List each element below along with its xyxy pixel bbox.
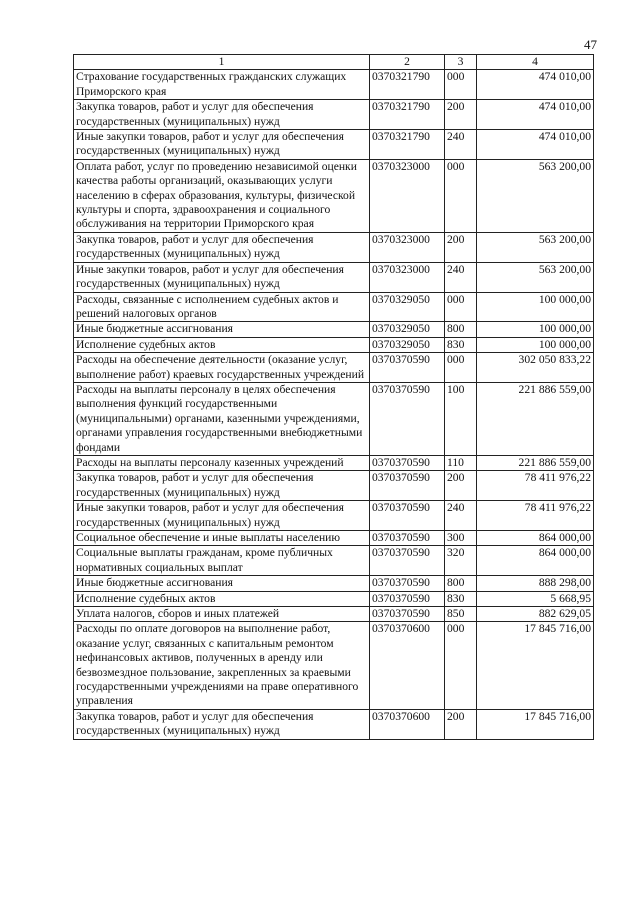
table-row [74,382,594,455]
target-article-cell: 0370323000 [370,232,445,262]
expense-type-cell: 240 [445,501,477,531]
expense-name-cell: Иные бюджетные ассигнования [74,576,370,591]
expense-name-cell: Иные закупки товаров, работ и услуг для обеспечения государственных (муниципальных) нужд [74,501,370,531]
table-row [74,322,594,337]
expense-name-cell: Уплата налогов, сборов и иных платежей [74,607,370,622]
target-article-cell: 0370321790 [370,100,445,130]
header-col-4: 4 [477,55,594,70]
expense-type-cell: 000 [445,159,477,232]
expense-name-cell: Закупка товаров, работ и услуг для обеспечения государственных (муниципальных) нужд [74,232,370,262]
expense-name-cell: Расходы на обеспечение деятельности (оказание услуг, выполнение работ) краевых государственных учреждений [74,353,370,383]
expense-type-cell: 800 [445,576,477,591]
table-row [74,292,594,322]
amount-cell: 563 200,00 [477,262,594,292]
table-header [74,55,594,70]
expense-type-cell: 000 [445,70,477,100]
target-article-cell: 0370329050 [370,322,445,337]
header-col-3: 3 [445,55,477,70]
expense-type-cell: 830 [445,337,477,352]
table-row [74,455,594,470]
table-row [74,130,594,160]
expense-type-cell: 100 [445,382,477,455]
budget-table [73,54,594,740]
amount-cell: 864 000,00 [477,531,594,546]
expense-name-cell: Оплата работ, услуг по проведению независимой оценки качества работы организаций, оказывающих услуги населению в сферах образования, культуры, физической культуры и спорта, здравоохранения и социального обслуживания на территории Приморского края [74,159,370,232]
target-article-cell: 0370370600 [370,622,445,709]
expense-name-cell: Закупка товаров, работ и услуг для обеспечения государственных (муниципальных) нужд [74,100,370,130]
table-row [74,546,594,576]
header-col-2: 2 [370,55,445,70]
amount-cell: 17 845 716,00 [477,622,594,709]
expense-name-cell: Социальные выплаты гражданам, кроме публичных нормативных социальных выплат [74,546,370,576]
amount-cell: 17 845 716,00 [477,709,594,739]
amount-cell: 864 000,00 [477,546,594,576]
amount-cell: 474 010,00 [477,70,594,100]
target-article-cell: 0370370590 [370,455,445,470]
amount-cell: 78 411 976,22 [477,471,594,501]
header-row [74,55,594,70]
expense-type-cell: 200 [445,709,477,739]
target-article-cell: 0370370590 [370,382,445,455]
expense-name-cell: Расходы на выплаты персоналу в целях обеспечения выполнения функций государственными (муниципальными) органами, казенными учреждениями, органами управления государственными внебюджетными фондами [74,382,370,455]
table-row [74,337,594,352]
target-article-cell: 0370370600 [370,709,445,739]
target-article-cell: 0370370590 [370,471,445,501]
amount-cell: 100 000,00 [477,292,594,322]
amount-cell: 474 010,00 [477,130,594,160]
expense-name-cell: Исполнение судебных актов [74,591,370,606]
expense-name-cell: Иные закупки товаров, работ и услуг для обеспечения государственных (муниципальных) нужд [74,262,370,292]
table-row [74,262,594,292]
target-article-cell: 0370329050 [370,337,445,352]
amount-cell: 78 411 976,22 [477,501,594,531]
amount-cell: 882 629,05 [477,607,594,622]
amount-cell: 563 200,00 [477,159,594,232]
target-article-cell: 0370323000 [370,262,445,292]
table-row [74,531,594,546]
expense-type-cell: 000 [445,292,477,322]
amount-cell: 888 298,00 [477,576,594,591]
amount-cell: 221 886 559,00 [477,455,594,470]
header-col-1: 1 [74,55,370,70]
table-row [74,709,594,739]
table-row [74,159,594,232]
expense-type-cell: 850 [445,607,477,622]
table-row [74,622,594,709]
expense-type-cell: 300 [445,531,477,546]
expense-type-cell: 200 [445,100,477,130]
expense-name-cell: Иные бюджетные ассигнования [74,322,370,337]
expense-type-cell: 240 [445,130,477,160]
expense-type-cell: 000 [445,353,477,383]
target-article-cell: 0370323000 [370,159,445,232]
expense-type-cell: 200 [445,232,477,262]
amount-cell: 5 668,95 [477,591,594,606]
amount-cell: 474 010,00 [477,100,594,130]
table-row [74,591,594,606]
target-article-cell: 0370329050 [370,292,445,322]
expense-name-cell: Социальное обеспечение и иные выплаты населению [74,531,370,546]
amount-cell: 563 200,00 [477,232,594,262]
page-number: 47 [584,37,597,52]
expense-type-cell: 200 [445,471,477,501]
target-article-cell: 0370321790 [370,70,445,100]
expense-name-cell: Иные закупки товаров, работ и услуг для обеспечения государственных (муниципальных) нужд [74,130,370,160]
table-row [74,100,594,130]
target-article-cell: 0370370590 [370,576,445,591]
target-article-cell: 0370370590 [370,546,445,576]
expense-type-cell: 240 [445,262,477,292]
amount-cell: 100 000,00 [477,337,594,352]
amount-cell: 302 050 833,22 [477,353,594,383]
target-article-cell: 0370321790 [370,130,445,160]
expense-type-cell: 110 [445,455,477,470]
expense-name-cell: Закупка товаров, работ и услуг для обеспечения государственных (муниципальных) нужд [74,471,370,501]
target-article-cell: 0370370590 [370,501,445,531]
table-row [74,607,594,622]
target-article-cell: 0370370590 [370,591,445,606]
table-row [74,471,594,501]
amount-cell: 100 000,00 [477,322,594,337]
target-article-cell: 0370370590 [370,353,445,383]
expense-type-cell: 800 [445,322,477,337]
table-row [74,353,594,383]
expense-type-cell: 830 [445,591,477,606]
expense-name-cell: Закупка товаров, работ и услуг для обеспечения государственных (муниципальных) нужд [74,709,370,739]
expense-name-cell: Расходы на выплаты персоналу казенных учреждений [74,455,370,470]
table-body [74,70,594,739]
expense-name-cell: Расходы по оплате договоров на выполнение работ, оказание услуг, связанных с капитальным ремонтом нефинансовых активов, полученных в аренду или безвозмездное пользование, закрепленных за краевыми государственными учреждениями на праве оперативного управления [74,622,370,709]
target-article-cell: 0370370590 [370,607,445,622]
amount-cell: 221 886 559,00 [477,382,594,455]
table-row [74,576,594,591]
target-article-cell: 0370370590 [370,531,445,546]
expense-name-cell: Расходы, связанные с исполнением судебных актов и решений налоговых органов [74,292,370,322]
table-row [74,70,594,100]
table-row [74,232,594,262]
expense-type-cell: 000 [445,622,477,709]
expense-type-cell: 320 [445,546,477,576]
expense-name-cell: Страхование государственных гражданских служащих Приморского края [74,70,370,100]
table-row [74,501,594,531]
expense-name-cell: Исполнение судебных актов [74,337,370,352]
